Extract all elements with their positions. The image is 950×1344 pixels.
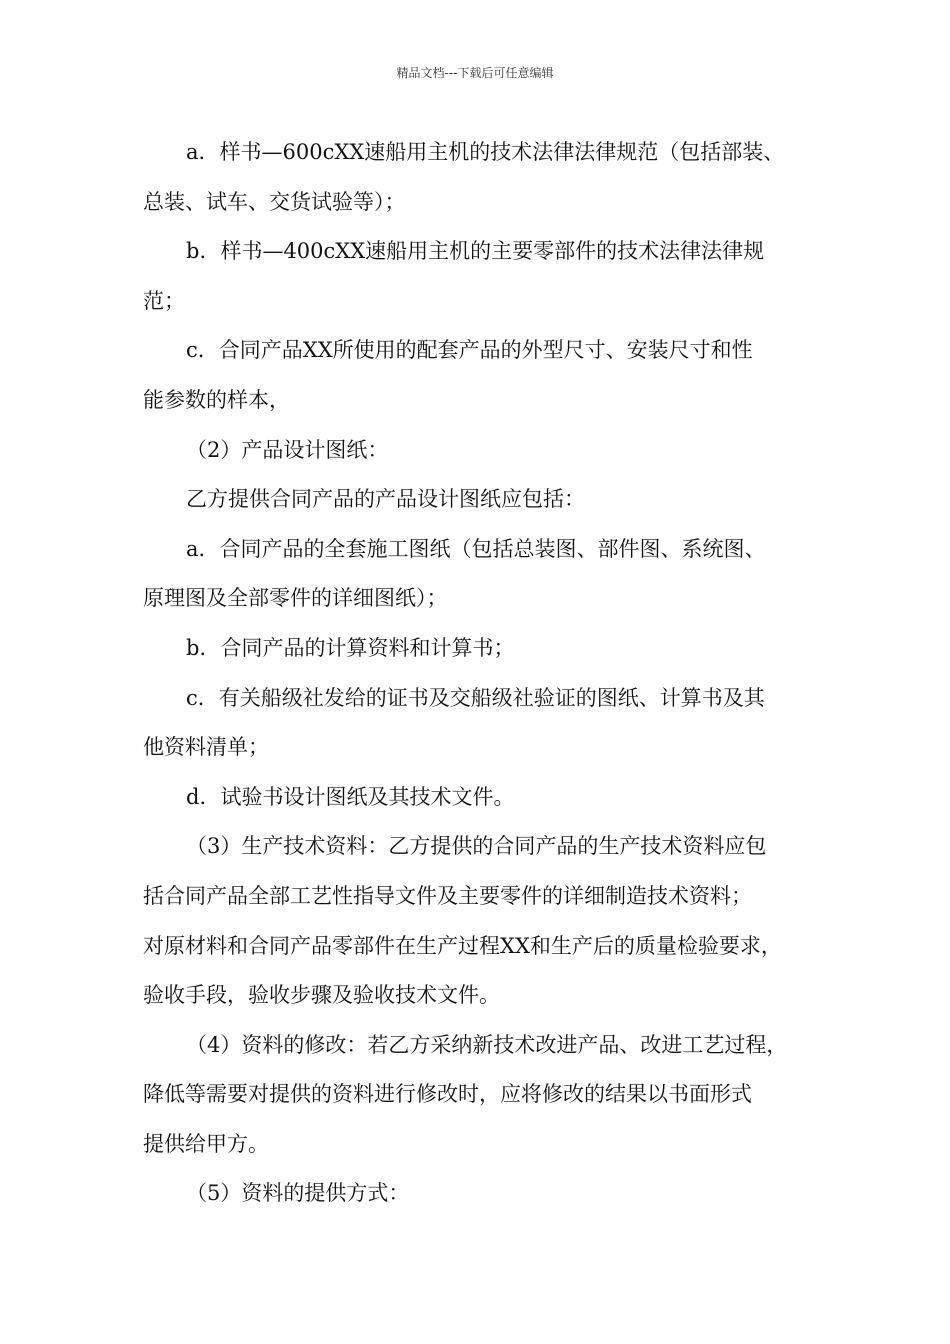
text-line: d．试验书设计图纸及其技术文件。 xyxy=(186,784,515,809)
text-line: 能参数的样本， xyxy=(143,387,290,412)
text-line: 提供给甲方。 xyxy=(143,1131,269,1156)
section-heading-design-drawings xyxy=(143,426,833,476)
text-line: b．样书—400cXX速船用主机的主要零部件的技术法律法律规 xyxy=(186,239,765,264)
paragraph-b-calculations xyxy=(143,624,833,674)
paragraph-a-construction-drawings xyxy=(143,525,833,624)
paragraph-d-test-documents xyxy=(143,773,833,823)
section-delivery-method xyxy=(143,1169,833,1219)
text-line: 总装、试车、交货试验等）； xyxy=(143,189,406,214)
text-line: c．有关船级社发给的证书及交船级社验证的图纸、计算书及其 xyxy=(186,685,765,710)
text-line: 验收手段，验收步骤及验收技术文件。 xyxy=(143,983,500,1008)
text-line: （3）生产技术资料：乙方提供的合同产品的生产技术资料应包 xyxy=(186,834,767,859)
text-line: a．样书—600cXX速船用主机的技术法律法律规范（包括部装、 xyxy=(186,140,785,164)
paragraph-a-sample-600 xyxy=(143,128,833,227)
paragraph-drawings-intro xyxy=(143,475,833,525)
paragraph-c-certificates xyxy=(143,674,833,773)
section-data-modification xyxy=(143,1021,833,1170)
text-line: a．合同产品的全套施工图纸（包括总装图、部件图、系统图、 xyxy=(186,536,766,561)
text-line: b．合同产品的计算资料和计算书； xyxy=(186,635,515,660)
text-line: 他资料清单； xyxy=(143,735,269,760)
paragraph-c-supporting-products xyxy=(143,326,833,425)
text-line: c．合同产品XX所使用的配套产品的外型尺寸、安装尺寸和性 xyxy=(186,338,753,363)
text-line: （2）产品设计图纸： xyxy=(186,437,389,462)
paragraph-b-sample-400 xyxy=(143,227,833,326)
text-line: 对原材料和合同产品零部件在生产过程XX和生产后的质量检验要求， xyxy=(143,933,782,958)
text-line: 乙方提供合同产品的产品设计图纸应包括： xyxy=(186,487,585,512)
page-header: 精品文档---下载后可任意编辑 xyxy=(396,66,554,80)
text-line: （5）资料的提供方式： xyxy=(186,1181,410,1206)
text-line: 括合同产品全部工艺性指导文件及主要零件的详细制造技术资料； xyxy=(143,883,752,908)
section-production-technical-data xyxy=(143,822,833,1020)
text-line: 降低等需要对提供的资料进行修改时，应将修改的结果以书面形式 xyxy=(143,1082,752,1107)
document-body xyxy=(143,128,833,1219)
text-line: 原理图及全部零件的详细图纸）； xyxy=(143,586,448,611)
text-line: 范； xyxy=(143,288,185,313)
text-line: （4）资料的修改：若乙方采纳新技术改进产品、改进工艺过程， xyxy=(186,1032,788,1057)
